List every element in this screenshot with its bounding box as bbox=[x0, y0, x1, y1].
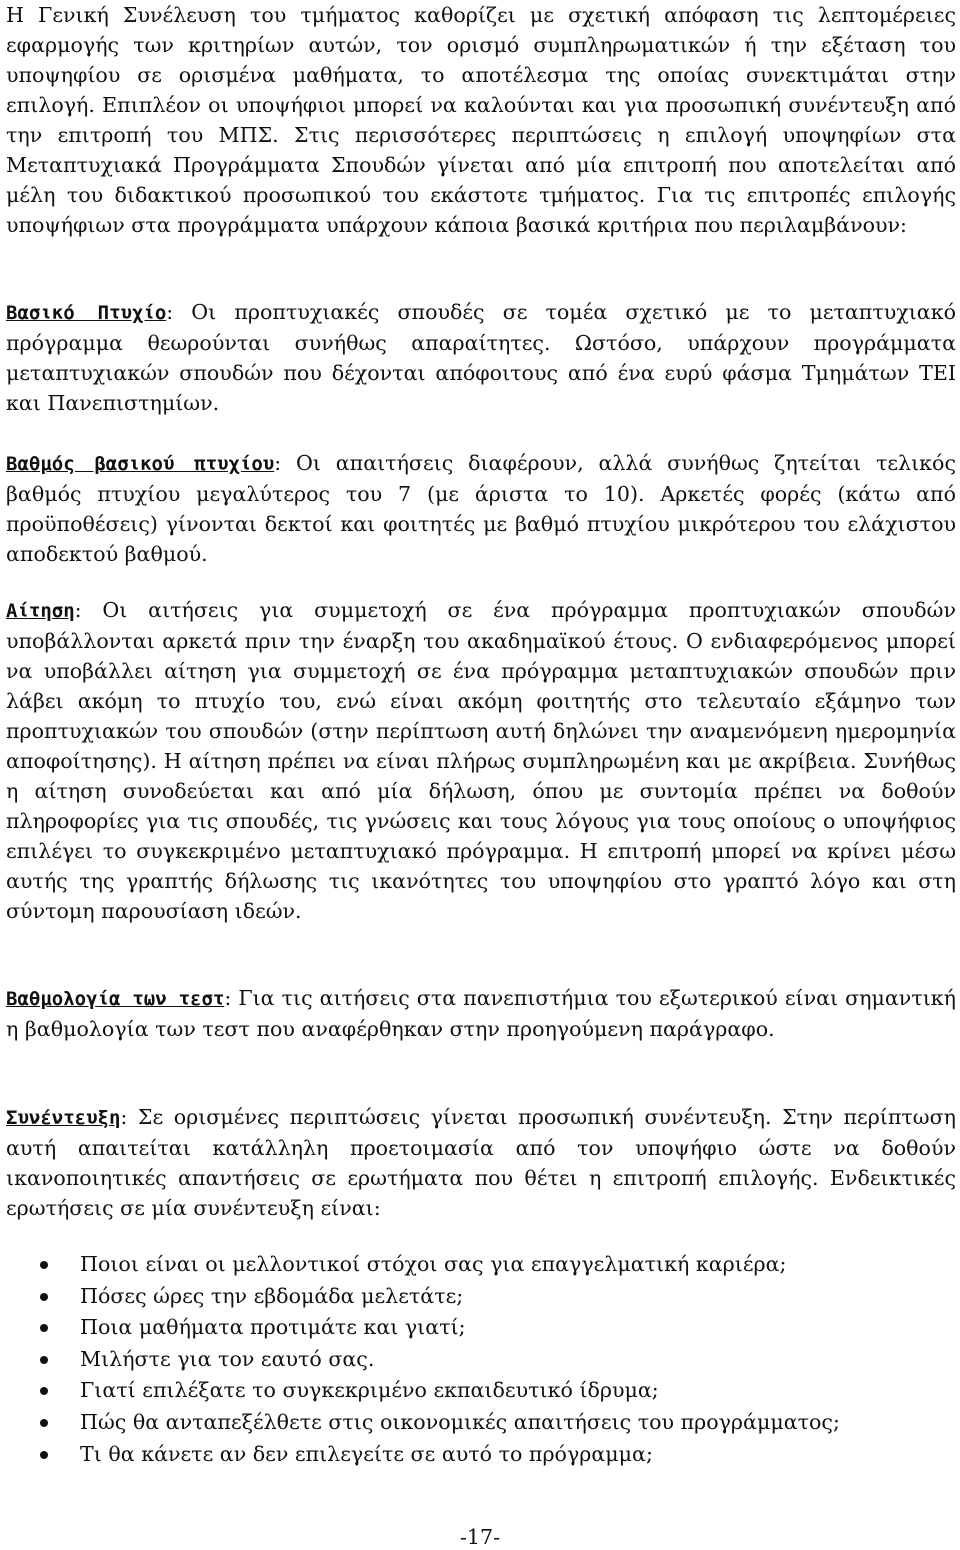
degree-grade-text: : Οι απαιτήσεις διαφέρουν, αλλά συνήθως ζητείται τελικός βαθμός πτυχίου μεγαλύτερος του 7 (με άριστα το 10). Αρκετές φορές (κάτω από προϋποθέσεις) γίνονται δεκτοί και φοιτητές με βαθμό πτυχίου μικρότερου του ελάχιστου αποδεκτού βαθμού. bbox=[6, 451, 956, 566]
page-number: -17- bbox=[459, 1525, 501, 1549]
list-item-text: Μιλήστε για τον εαυτό σας. bbox=[80, 1346, 375, 1371]
basic-degree-paragraph bbox=[6, 297, 956, 418]
list-item bbox=[6, 1344, 956, 1376]
application-text: : Οι αιτήσεις για συμμετοχή σε ένα πρόγραμμα προπτυχιακών σπουδών υποβάλλονται αρκετά πριν την έναρξη του ακαδημαϊκού έτους. Ο ενδιαφερόμενος μπορεί να υποβάλλει αίτηση για συμμετοχή σε ένα πρόγραμμα μεταπτυχιακών σπουδών πριν λάβει ακόμη το πτυχίο του, ενώ είναι ακόμη φοιτητής στο τελευταίο εξάμηνο των προπτυχιακών του σπουδών (στην περίπτωση αυτή δηλώνει την αναμενόμενη ημερομηνία αποφοίτησης). Η αίτηση πρέπει να είναι πλήρως συμπληρωμένη και με ακρίβεια. Συνήθως η αίτηση συνοδεύεται και από μία δήλωση, όπου με συντομία πρέπει να δοθούν πληροφορίες για τις σπουδές, τις γνώσεις και τους λόγους για τους οποίους ο υποψήφιος επιλέγει το συγκεκριμένο μεταπτυχιακό πρόγραμμα. Η επιτροπή μπορεί να κρίνει μέσω αυτής της γραπτής δήλωσης τις ικανότητες του υποψηφίου στο γραπτό λόγο και στη σύντομη παρουσίαση ιδεών. bbox=[6, 598, 956, 923]
test-scores-term: Βαθμολογία των τεστ bbox=[6, 988, 225, 1010]
list-item-text: Τι θα κάνετε αν δεν επιλεγείτε σε αυτό το πρόγραμμα; bbox=[80, 1441, 653, 1466]
bullet-icon bbox=[40, 1261, 48, 1269]
bullet-icon bbox=[40, 1387, 48, 1395]
basic-degree-term: Βασικό Πτυχίο bbox=[6, 302, 167, 324]
bullet-icon bbox=[40, 1451, 48, 1459]
application-term: Αίτηση bbox=[6, 600, 75, 622]
intro-paragraph: Η Γενική Συνέλευση του τμήματος καθορίζει με σχετική απόφαση τις λεπτομέρειες εφαρμογής των κριτηρίων αυτών, τον ορισμό συμπληρωματικών ή την εξέταση του υποψηφίου σε ορισμένα μαθήματα, το αποτέλεσμα της οποίας συνεκτιμάται στην επιλογή. Επιπλέον οι υποψήφιοι μπορεί να καλούνται και για προσωπική συνέντευξη από την επιτροπή του ΜΠΣ. Στις περισσότερες περιπτώσεις η επιλογή υποψηφίων στα Μεταπτυχιακά Προγράμματα Σπουδών γίνεται από μία επιτροπή που αποτελείται από μέλη του διδακτικού προσωπικού του εκάστοτε τμήματος. Για τις επιτροπές επιλογής υποψήφιων στα προγράμματα υπάρχουν κάποια βασικά κριτήρια που περιλαμβάνουν: bbox=[6, 3, 956, 237]
degree-grade-term: Βαθμός βασικού πτυχίου bbox=[6, 453, 275, 475]
basic-degree-text: : Οι προπτυχιακές σπουδές σε τομέα σχετικό με το μεταπτυχιακό πρόγραμμα θεωρούνται συνήθως απαραίτητες. Ωστόσο, υπάρχουν προγράμματα μεταπτυχιακών σπουδών που δέχονται απόφοιτους από ένα ευρύ φάσμα Τμημάτων ΤΕΙ και Πανεπιστημίων. bbox=[6, 300, 956, 415]
interview-term: Συνέντευξη bbox=[6, 1107, 121, 1129]
list-item bbox=[6, 1439, 956, 1471]
bullet-icon bbox=[40, 1419, 48, 1427]
list-item-text: Πώς θα ανταπεξέλθετε στις οικονομικές απαιτήσεις του προγράμματος; bbox=[80, 1409, 840, 1434]
list-item-text: Ποιοι είναι οι μελλοντικοί στόχοι σας για επαγγελματική καριέρα; bbox=[80, 1252, 787, 1276]
list-item bbox=[6, 1312, 956, 1344]
interview-questions-list bbox=[6, 1249, 956, 1470]
test-scores-text: : Για τις αιτήσεις στα πανεπιστήμια του εξωτερικού είναι σημαντική η βαθμολογία των τεστ που αναφέρθηκαν στην προηγούμενη παράγραφο. bbox=[6, 986, 957, 1041]
list-item-text: Γιατί επιλέξατε το συγκεκριμένο εκπαιδευτικό ίδρυμα; bbox=[80, 1378, 659, 1403]
list-item-text: Πόσες ώρες την εβδομάδα μελετάτε; bbox=[80, 1283, 464, 1308]
list-item-text: Ποια μαθήματα προτιμάτε και γιατί; bbox=[80, 1315, 466, 1340]
interview-paragraph bbox=[6, 1102, 956, 1223]
interview-text: : Σε ορισμένες περιπτώσεις γίνεται προσωπική συνέντευξη. Στην περίπτωση αυτή απαιτείται κατάλληλη προετοιμασία από τον υποψήφιο ώστε να δοθούν ικανοποιητικές απαντήσεις σε ερωτήματα που θέτει η επιτροπή επιλογής. Ενδεικτικές ερωτήσεις σε μία συνέντευξη είναι: bbox=[6, 1105, 956, 1220]
list-item bbox=[6, 1407, 956, 1439]
bullet-icon bbox=[40, 1293, 48, 1301]
bullet-icon bbox=[40, 1356, 48, 1364]
bullet-icon bbox=[40, 1324, 48, 1332]
list-item bbox=[6, 1249, 956, 1281]
list-item bbox=[6, 1281, 956, 1313]
application-paragraph bbox=[6, 595, 956, 926]
test-scores-paragraph bbox=[6, 983, 956, 1044]
list-item bbox=[6, 1375, 956, 1407]
degree-grade-paragraph bbox=[6, 448, 956, 569]
